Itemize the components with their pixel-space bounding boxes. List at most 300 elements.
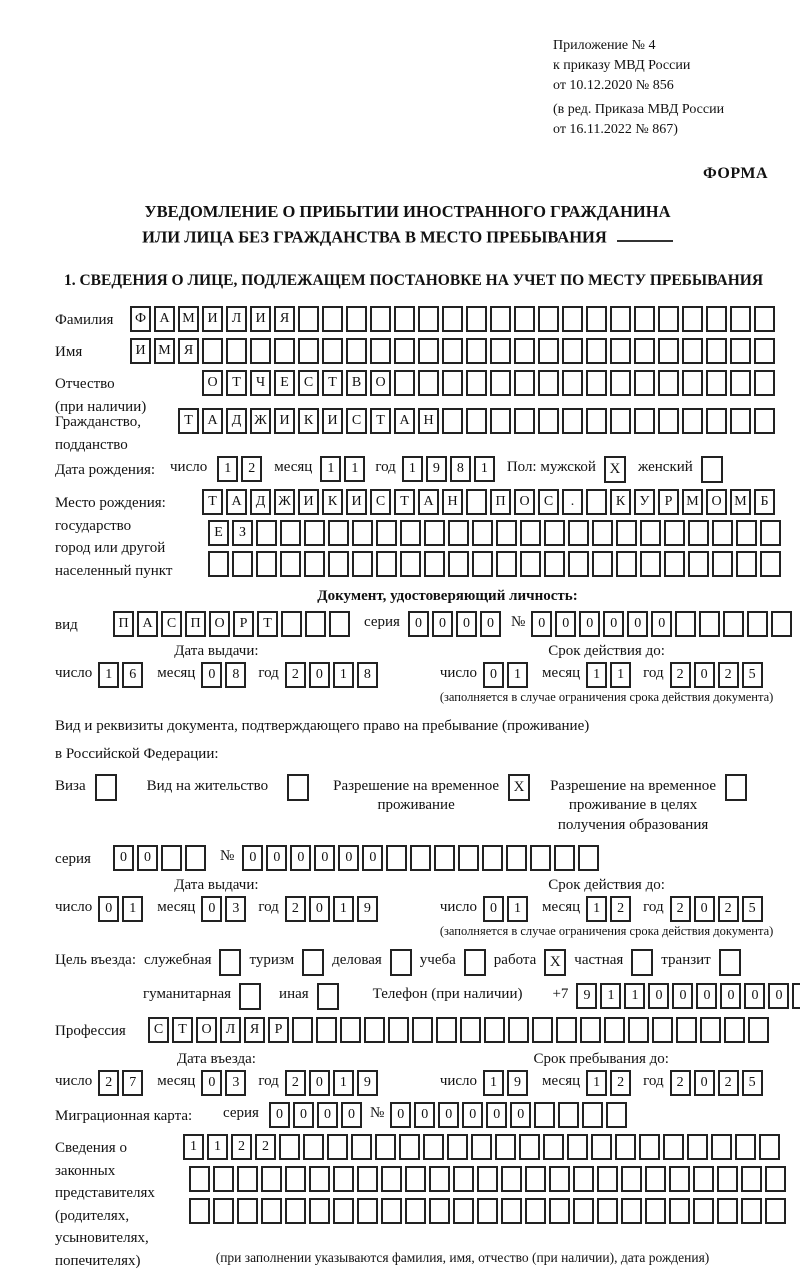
char-box[interactable] xyxy=(477,1198,498,1224)
char-box[interactable] xyxy=(501,1198,522,1224)
char-box[interactable] xyxy=(495,1134,516,1160)
char-box[interactable] xyxy=(748,1017,769,1043)
char-box[interactable] xyxy=(706,338,727,364)
char-box[interactable] xyxy=(616,520,637,546)
char-box[interactable] xyxy=(333,1166,354,1192)
purpose-transit-checkbox[interactable] xyxy=(719,949,741,976)
char-box[interactable]: П xyxy=(490,489,511,515)
char-box[interactable] xyxy=(538,408,559,434)
char-box[interactable] xyxy=(621,1198,642,1224)
char-box[interactable] xyxy=(508,1017,529,1043)
char-box[interactable] xyxy=(597,1166,618,1192)
char-box[interactable] xyxy=(534,1102,555,1128)
char-box[interactable] xyxy=(568,551,589,577)
char-box[interactable]: Ж xyxy=(250,408,271,434)
char-box[interactable]: 9 xyxy=(357,896,378,922)
char-box[interactable] xyxy=(538,338,559,364)
char-box[interactable] xyxy=(304,551,325,577)
char-box[interactable] xyxy=(610,306,631,332)
char-box[interactable] xyxy=(730,338,751,364)
char-box[interactable]: . xyxy=(562,489,583,515)
char-box[interactable] xyxy=(466,306,487,332)
char-box[interactable] xyxy=(628,1017,649,1043)
char-box[interactable] xyxy=(400,551,421,577)
char-box[interactable] xyxy=(675,611,696,637)
char-box[interactable]: 0 xyxy=(414,1102,435,1128)
char-box[interactable]: 2 xyxy=(285,1070,306,1096)
char-box[interactable] xyxy=(285,1198,306,1224)
char-box[interactable] xyxy=(765,1198,786,1224)
char-box[interactable]: Р xyxy=(233,611,254,637)
char-box[interactable]: 1 xyxy=(586,662,607,688)
char-box[interactable] xyxy=(610,338,631,364)
char-box[interactable]: 0 xyxy=(651,611,672,637)
purpose-study-checkbox[interactable] xyxy=(464,949,486,976)
char-box[interactable] xyxy=(532,1017,553,1043)
char-box[interactable]: 9 xyxy=(576,983,597,1009)
char-box[interactable]: Л xyxy=(226,306,247,332)
char-box[interactable]: 0 xyxy=(531,611,552,637)
purpose-commercial-checkbox[interactable] xyxy=(390,949,412,976)
char-box[interactable] xyxy=(688,551,709,577)
char-box[interactable]: 1 xyxy=(122,896,143,922)
char-box[interactable] xyxy=(496,551,517,577)
char-box[interactable]: 1 xyxy=(402,456,423,482)
char-box[interactable]: 1 xyxy=(320,456,341,482)
char-box[interactable] xyxy=(525,1198,546,1224)
char-box[interactable] xyxy=(616,551,637,577)
char-box[interactable] xyxy=(448,551,469,577)
char-box[interactable] xyxy=(730,370,751,396)
char-box[interactable] xyxy=(161,845,182,871)
purpose-business-checkbox[interactable] xyxy=(219,949,241,976)
char-box[interactable]: Р xyxy=(658,489,679,515)
char-box[interactable] xyxy=(597,1198,618,1224)
char-box[interactable]: З xyxy=(232,520,253,546)
char-box[interactable] xyxy=(298,306,319,332)
char-box[interactable] xyxy=(645,1198,666,1224)
char-box[interactable]: 0 xyxy=(438,1102,459,1128)
char-box[interactable] xyxy=(610,370,631,396)
char-box[interactable]: 0 xyxy=(456,611,477,637)
char-box[interactable]: Ч xyxy=(250,370,271,396)
char-box[interactable]: 0 xyxy=(648,983,669,1009)
char-box[interactable]: 0 xyxy=(317,1102,338,1128)
temp-residence-checkbox[interactable]: X xyxy=(508,774,530,801)
char-box[interactable]: С xyxy=(298,370,319,396)
char-box[interactable]: 3 xyxy=(225,896,246,922)
char-box[interactable]: 0 xyxy=(293,1102,314,1128)
char-box[interactable] xyxy=(520,551,541,577)
char-box[interactable] xyxy=(328,551,349,577)
char-box[interactable]: П xyxy=(185,611,206,637)
char-box[interactable] xyxy=(424,551,445,577)
char-box[interactable] xyxy=(340,1017,361,1043)
char-box[interactable] xyxy=(682,338,703,364)
char-box[interactable]: 0 xyxy=(98,896,119,922)
char-box[interactable]: Д xyxy=(226,408,247,434)
char-box[interactable]: 0 xyxy=(672,983,693,1009)
char-box[interactable]: И xyxy=(274,408,295,434)
char-box[interactable]: 0 xyxy=(201,662,222,688)
char-box[interactable]: М xyxy=(154,338,175,364)
char-box[interactable] xyxy=(525,1166,546,1192)
char-box[interactable] xyxy=(754,306,775,332)
char-box[interactable] xyxy=(723,611,744,637)
char-box[interactable]: О xyxy=(514,489,535,515)
char-box[interactable] xyxy=(514,370,535,396)
char-box[interactable] xyxy=(693,1198,714,1224)
char-box[interactable]: Т xyxy=(172,1017,193,1043)
char-box[interactable] xyxy=(687,1134,708,1160)
char-box[interactable]: О xyxy=(202,370,223,396)
char-box[interactable] xyxy=(759,1134,780,1160)
char-box[interactable] xyxy=(394,370,415,396)
char-box[interactable] xyxy=(298,338,319,364)
char-box[interactable] xyxy=(261,1198,282,1224)
char-box[interactable] xyxy=(410,845,431,871)
char-box[interactable]: Я xyxy=(244,1017,265,1043)
char-box[interactable] xyxy=(693,1166,714,1192)
char-box[interactable]: Я xyxy=(178,338,199,364)
char-box[interactable] xyxy=(226,338,247,364)
char-box[interactable]: 0 xyxy=(462,1102,483,1128)
char-box[interactable] xyxy=(530,845,551,871)
char-box[interactable] xyxy=(436,1017,457,1043)
char-box[interactable] xyxy=(399,1134,420,1160)
char-box[interactable]: 5 xyxy=(742,1070,763,1096)
char-box[interactable]: 2 xyxy=(285,896,306,922)
char-box[interactable]: 2 xyxy=(255,1134,276,1160)
char-box[interactable] xyxy=(261,1166,282,1192)
char-box[interactable] xyxy=(676,1017,697,1043)
char-box[interactable] xyxy=(381,1166,402,1192)
char-box[interactable]: 9 xyxy=(357,1070,378,1096)
char-box[interactable] xyxy=(586,489,607,515)
char-box[interactable]: К xyxy=(298,408,319,434)
char-box[interactable]: О xyxy=(196,1017,217,1043)
char-box[interactable] xyxy=(256,520,277,546)
char-box[interactable]: 8 xyxy=(225,662,246,688)
purpose-work-checkbox[interactable]: X xyxy=(544,949,566,976)
char-box[interactable]: 0 xyxy=(309,896,330,922)
char-box[interactable]: 0 xyxy=(266,845,287,871)
char-box[interactable]: 0 xyxy=(309,662,330,688)
char-box[interactable] xyxy=(741,1198,762,1224)
char-box[interactable] xyxy=(615,1134,636,1160)
char-box[interactable]: 0 xyxy=(627,611,648,637)
char-box[interactable] xyxy=(592,520,613,546)
char-box[interactable] xyxy=(185,845,206,871)
char-box[interactable] xyxy=(303,1134,324,1160)
char-box[interactable]: 5 xyxy=(742,896,763,922)
char-box[interactable] xyxy=(328,520,349,546)
char-box[interactable] xyxy=(669,1198,690,1224)
char-box[interactable]: И xyxy=(130,338,151,364)
char-box[interactable]: И xyxy=(202,306,223,332)
char-box[interactable]: О xyxy=(209,611,230,637)
char-box[interactable] xyxy=(578,845,599,871)
char-box[interactable]: 0 xyxy=(744,983,765,1009)
char-box[interactable] xyxy=(327,1134,348,1160)
char-box[interactable]: 1 xyxy=(507,662,528,688)
char-box[interactable] xyxy=(741,1166,762,1192)
char-box[interactable] xyxy=(634,338,655,364)
char-box[interactable] xyxy=(400,520,421,546)
char-box[interactable] xyxy=(640,520,661,546)
char-box[interactable]: 2 xyxy=(98,1070,119,1096)
char-box[interactable]: 0 xyxy=(579,611,600,637)
char-box[interactable]: 2 xyxy=(231,1134,252,1160)
char-box[interactable] xyxy=(232,551,253,577)
char-box[interactable] xyxy=(208,551,229,577)
char-box[interactable] xyxy=(610,408,631,434)
char-box[interactable]: С xyxy=(346,408,367,434)
char-box[interactable] xyxy=(538,370,559,396)
char-box[interactable] xyxy=(370,306,391,332)
char-box[interactable] xyxy=(333,1198,354,1224)
char-box[interactable] xyxy=(466,370,487,396)
char-box[interactable]: 0 xyxy=(338,845,359,871)
char-box[interactable]: 1 xyxy=(586,896,607,922)
char-box[interactable] xyxy=(514,338,535,364)
char-box[interactable] xyxy=(274,338,295,364)
char-box[interactable] xyxy=(730,306,751,332)
char-box[interactable] xyxy=(634,306,655,332)
char-box[interactable]: Т xyxy=(257,611,278,637)
char-box[interactable] xyxy=(364,1017,385,1043)
char-box[interactable]: 0 xyxy=(408,611,429,637)
char-box[interactable]: 2 xyxy=(610,896,631,922)
char-box[interactable]: 0 xyxy=(603,611,624,637)
char-box[interactable] xyxy=(669,1166,690,1192)
char-box[interactable] xyxy=(471,1134,492,1160)
char-box[interactable]: 2 xyxy=(718,662,739,688)
char-box[interactable] xyxy=(580,1017,601,1043)
char-box[interactable] xyxy=(664,551,685,577)
char-box[interactable]: А xyxy=(202,408,223,434)
char-box[interactable]: С xyxy=(538,489,559,515)
char-box[interactable] xyxy=(405,1166,426,1192)
char-box[interactable] xyxy=(682,408,703,434)
char-box[interactable]: С xyxy=(148,1017,169,1043)
char-box[interactable] xyxy=(544,520,565,546)
char-box[interactable]: 1 xyxy=(624,983,645,1009)
char-box[interactable]: Б xyxy=(754,489,775,515)
char-box[interactable]: 0 xyxy=(242,845,263,871)
char-box[interactable]: 0 xyxy=(201,1070,222,1096)
char-box[interactable] xyxy=(376,520,397,546)
char-box[interactable] xyxy=(582,1102,603,1128)
char-box[interactable] xyxy=(700,1017,721,1043)
char-box[interactable]: А xyxy=(137,611,158,637)
char-box[interactable] xyxy=(717,1198,738,1224)
char-box[interactable]: 2 xyxy=(670,896,691,922)
char-box[interactable]: Т xyxy=(322,370,343,396)
char-box[interactable]: 1 xyxy=(333,896,354,922)
char-box[interactable]: Т xyxy=(226,370,247,396)
char-box[interactable] xyxy=(280,551,301,577)
char-box[interactable] xyxy=(482,845,503,871)
char-box[interactable]: С xyxy=(370,489,391,515)
char-box[interactable]: 7 xyxy=(122,1070,143,1096)
char-box[interactable] xyxy=(189,1166,210,1192)
char-box[interactable] xyxy=(484,1017,505,1043)
char-box[interactable] xyxy=(586,370,607,396)
char-box[interactable] xyxy=(606,1102,627,1128)
char-box[interactable]: 0 xyxy=(555,611,576,637)
char-box[interactable] xyxy=(477,1166,498,1192)
char-box[interactable] xyxy=(466,408,487,434)
char-box[interactable]: 1 xyxy=(98,662,119,688)
char-box[interactable] xyxy=(682,370,703,396)
char-box[interactable] xyxy=(586,338,607,364)
char-box[interactable]: 0 xyxy=(696,983,717,1009)
char-box[interactable] xyxy=(352,551,373,577)
char-box[interactable] xyxy=(256,551,277,577)
char-box[interactable]: 1 xyxy=(610,662,631,688)
purpose-private-checkbox[interactable] xyxy=(631,949,653,976)
char-box[interactable]: 0 xyxy=(510,1102,531,1128)
char-box[interactable]: О xyxy=(706,489,727,515)
char-box[interactable] xyxy=(292,1017,313,1043)
char-box[interactable]: 2 xyxy=(718,896,739,922)
char-box[interactable]: 9 xyxy=(426,456,447,482)
char-box[interactable] xyxy=(771,611,792,637)
char-box[interactable] xyxy=(202,338,223,364)
char-box[interactable]: 1 xyxy=(333,662,354,688)
char-box[interactable] xyxy=(658,370,679,396)
char-box[interactable]: 1 xyxy=(344,456,365,482)
char-box[interactable]: 0 xyxy=(290,845,311,871)
char-box[interactable] xyxy=(736,520,757,546)
char-box[interactable] xyxy=(250,338,271,364)
char-box[interactable] xyxy=(496,520,517,546)
char-box[interactable] xyxy=(558,1102,579,1128)
char-box[interactable]: Ж xyxy=(274,489,295,515)
char-box[interactable] xyxy=(418,370,439,396)
char-box[interactable]: 2 xyxy=(670,1070,691,1096)
char-box[interactable] xyxy=(592,551,613,577)
char-box[interactable] xyxy=(604,1017,625,1043)
char-box[interactable]: М xyxy=(730,489,751,515)
char-box[interactable]: 2 xyxy=(241,456,262,482)
char-box[interactable] xyxy=(490,408,511,434)
char-box[interactable] xyxy=(688,520,709,546)
char-box[interactable]: Т xyxy=(178,408,199,434)
char-box[interactable]: 1 xyxy=(586,1070,607,1096)
char-box[interactable] xyxy=(412,1017,433,1043)
char-box[interactable] xyxy=(237,1198,258,1224)
char-box[interactable]: 5 xyxy=(742,662,763,688)
char-box[interactable]: К xyxy=(610,489,631,515)
char-box[interactable]: 8 xyxy=(450,456,471,482)
char-box[interactable] xyxy=(351,1134,372,1160)
char-box[interactable]: А xyxy=(226,489,247,515)
char-box[interactable] xyxy=(754,338,775,364)
char-box[interactable] xyxy=(544,551,565,577)
char-box[interactable]: 0 xyxy=(137,845,158,871)
char-box[interactable] xyxy=(442,306,463,332)
char-box[interactable] xyxy=(549,1198,570,1224)
char-box[interactable] xyxy=(460,1017,481,1043)
char-box[interactable]: 1 xyxy=(183,1134,204,1160)
char-box[interactable] xyxy=(645,1166,666,1192)
char-box[interactable] xyxy=(663,1134,684,1160)
char-box[interactable] xyxy=(711,1134,732,1160)
char-box[interactable] xyxy=(586,408,607,434)
char-box[interactable]: К xyxy=(322,489,343,515)
char-box[interactable]: Н xyxy=(442,489,463,515)
char-box[interactable]: 9 xyxy=(507,1070,528,1096)
char-box[interactable] xyxy=(754,408,775,434)
purpose-humanitarian-checkbox[interactable] xyxy=(239,983,261,1010)
char-box[interactable]: Р xyxy=(268,1017,289,1043)
char-box[interactable] xyxy=(280,520,301,546)
char-box[interactable] xyxy=(573,1198,594,1224)
char-box[interactable] xyxy=(281,611,302,637)
char-box[interactable] xyxy=(472,551,493,577)
char-box[interactable] xyxy=(712,551,733,577)
char-box[interactable]: М xyxy=(682,489,703,515)
char-box[interactable] xyxy=(567,1134,588,1160)
char-box[interactable]: 8 xyxy=(357,662,378,688)
purpose-tourism-checkbox[interactable] xyxy=(302,949,324,976)
char-box[interactable]: 0 xyxy=(390,1102,411,1128)
char-box[interactable] xyxy=(514,408,535,434)
char-box[interactable] xyxy=(322,306,343,332)
char-box[interactable] xyxy=(376,551,397,577)
char-box[interactable]: 2 xyxy=(718,1070,739,1096)
char-box[interactable] xyxy=(418,306,439,332)
char-box[interactable] xyxy=(724,1017,745,1043)
char-box[interactable] xyxy=(519,1134,540,1160)
char-box[interactable] xyxy=(658,408,679,434)
char-box[interactable] xyxy=(554,845,575,871)
char-box[interactable] xyxy=(405,1198,426,1224)
char-box[interactable] xyxy=(394,306,415,332)
char-box[interactable]: И xyxy=(250,306,271,332)
char-box[interactable]: Т xyxy=(394,489,415,515)
char-box[interactable]: 6 xyxy=(122,662,143,688)
char-box[interactable]: Т xyxy=(202,489,223,515)
char-box[interactable] xyxy=(309,1166,330,1192)
char-box[interactable] xyxy=(538,306,559,332)
char-box[interactable] xyxy=(388,1017,409,1043)
char-box[interactable]: 0 xyxy=(694,896,715,922)
char-box[interactable] xyxy=(394,338,415,364)
visa-checkbox[interactable] xyxy=(95,774,117,801)
char-box[interactable] xyxy=(658,306,679,332)
char-box[interactable]: 0 xyxy=(201,896,222,922)
char-box[interactable] xyxy=(375,1134,396,1160)
char-box[interactable] xyxy=(682,306,703,332)
char-box[interactable] xyxy=(346,306,367,332)
char-box[interactable] xyxy=(792,983,800,1009)
char-box[interactable] xyxy=(754,370,775,396)
edu-residence-checkbox[interactable] xyxy=(725,774,747,801)
char-box[interactable]: Д xyxy=(250,489,271,515)
char-box[interactable]: В xyxy=(346,370,367,396)
char-box[interactable]: 2 xyxy=(610,1070,631,1096)
char-box[interactable]: Т xyxy=(370,408,391,434)
char-box[interactable] xyxy=(706,370,727,396)
char-box[interactable]: 1 xyxy=(507,896,528,922)
char-box[interactable] xyxy=(418,338,439,364)
char-box[interactable] xyxy=(549,1166,570,1192)
char-box[interactable] xyxy=(562,306,583,332)
char-box[interactable] xyxy=(760,551,781,577)
